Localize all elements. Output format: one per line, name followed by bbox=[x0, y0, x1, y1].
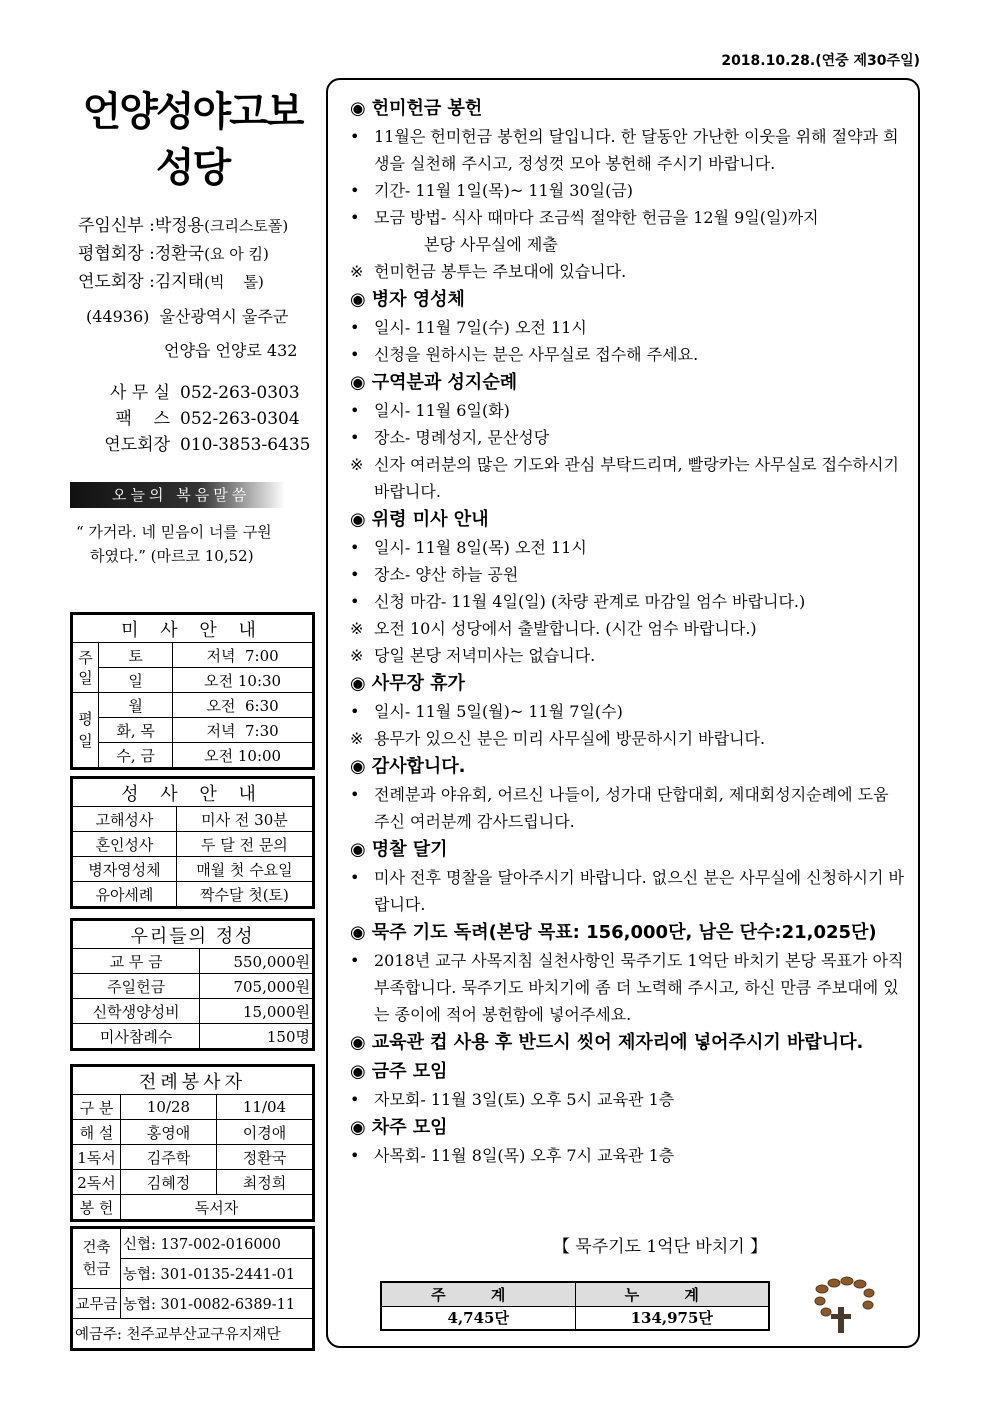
server-name: 이경애 bbox=[217, 1120, 313, 1145]
item-bullet: • bbox=[350, 127, 360, 146]
bullet-icon: ◉ bbox=[350, 509, 366, 530]
notice-item bbox=[350, 341, 904, 368]
mass-time: 오전 10:30 bbox=[173, 668, 313, 693]
staff-label: 평협회장 bbox=[78, 244, 144, 264]
notice-item bbox=[350, 204, 904, 231]
notice-heading bbox=[350, 94, 904, 123]
notice-heading bbox=[350, 669, 904, 698]
item-bullet: ※ bbox=[350, 646, 364, 665]
account-holder: 예금주: 천주교부산교구유지재단 bbox=[73, 1319, 313, 1349]
item-text: 일시- 11월 5일(월)~ 11월 7일(수) bbox=[374, 702, 623, 721]
item-bullet: • bbox=[350, 951, 360, 970]
notice-heading-text: 금주 모임 bbox=[371, 1061, 448, 1082]
notice-item bbox=[350, 1142, 904, 1169]
item-text: 오전 10시 성당에서 출발합니다. (시간 엄수 바랍니다.) bbox=[374, 619, 757, 638]
sacrament-name: 병자영성체 bbox=[73, 857, 177, 882]
weekday-label: 평일 bbox=[73, 693, 99, 768]
rosary-head: 누 계 bbox=[575, 1282, 769, 1306]
building-label: 헌금 bbox=[82, 1261, 111, 1278]
offering-name: 주일헌금 bbox=[73, 974, 200, 999]
item-text: 용무가 있으신 분은 미리 사무실에 방문하시기 바랍니다. bbox=[374, 729, 766, 748]
server-name: 김주학 bbox=[121, 1145, 217, 1170]
offerings-title: 우리들의 정성 bbox=[73, 921, 313, 949]
notice-item bbox=[350, 231, 904, 258]
item-bullet: • bbox=[350, 785, 360, 804]
item-bullet: • bbox=[350, 1090, 360, 1109]
item-text: 장소- 명례성지, 문산성당 bbox=[374, 428, 550, 447]
servers-head: 구 분 bbox=[73, 1095, 121, 1120]
notice-heading bbox=[350, 1113, 904, 1142]
notice-item bbox=[350, 534, 904, 561]
item-bullet: • bbox=[350, 1146, 360, 1165]
notice-heading-text: 감사합니다. bbox=[371, 756, 466, 777]
server-name: 김혜정 bbox=[121, 1170, 217, 1195]
server-name: 독서자 bbox=[121, 1195, 313, 1220]
notice-item bbox=[350, 615, 904, 642]
gospel-line: 하였다.” (마르코 10,52) bbox=[90, 547, 254, 565]
item-bullet: ※ bbox=[350, 262, 364, 281]
item-bullet: ※ bbox=[350, 619, 364, 638]
staff-item bbox=[78, 240, 315, 268]
staff-name: :김지태 bbox=[149, 272, 205, 292]
rosary-head: 주 계 bbox=[381, 1282, 575, 1306]
offering-amount: 550,000원 bbox=[200, 949, 313, 974]
item-bullet: • bbox=[350, 318, 360, 337]
address-line2: 언양읍 언양로 432 bbox=[164, 341, 298, 360]
offerings-table bbox=[70, 918, 315, 1051]
sacrament-info: 두 달 전 문의 bbox=[176, 832, 312, 857]
left-column bbox=[70, 80, 315, 568]
notices-panel bbox=[326, 78, 920, 1348]
mass-day: 일 bbox=[99, 668, 173, 693]
notice-heading bbox=[350, 1028, 904, 1057]
notice-list bbox=[350, 94, 904, 1169]
sacrament-info: 짝수달 첫(토) bbox=[176, 882, 312, 907]
rosary-section bbox=[380, 1232, 900, 1341]
mass-day: 월 bbox=[99, 693, 173, 718]
notice-heading-text: 교육관 컵 사용 후 반드시 씻어 제자리에 넣어주시기 바랍니다. bbox=[371, 1032, 864, 1053]
notice-item bbox=[350, 1086, 904, 1113]
offering-name: 신학생양성비 bbox=[73, 999, 200, 1024]
rosary-total: 134,975단 bbox=[575, 1306, 769, 1330]
item-text: 신청을 원하시는 분은 사무실로 접수해 주세요. bbox=[374, 345, 699, 364]
sacrament-name: 혼인성사 bbox=[73, 832, 177, 857]
notice-heading-text: 차주 모임 bbox=[371, 1117, 448, 1138]
server-role: 해 설 bbox=[73, 1120, 121, 1145]
notice-item bbox=[350, 314, 904, 341]
sacrament-name: 고해성사 bbox=[73, 807, 177, 832]
mass-schedule-table bbox=[70, 612, 315, 770]
mass-day: 화, 목 bbox=[99, 718, 173, 743]
masthead bbox=[70, 84, 315, 196]
bullet-icon: ◉ bbox=[350, 289, 366, 310]
servers-title: 전례봉사자 bbox=[73, 1067, 313, 1095]
phone-value: 052-263-0304 bbox=[180, 409, 300, 429]
item-bullet: • bbox=[350, 868, 360, 887]
notice-heading-text: 묵주 기도 독려(본당 목표: 156,000단, 남은 단수:21,025단) bbox=[371, 922, 877, 943]
item-text: 11월은 헌미헌금 봉헌의 달입니다. 한 달동안 가난한 이웃을 위해 절약과 희생을 실천해 주시고, 정성껏 모아 봉헌해 주시기 바랍니다. bbox=[374, 127, 899, 173]
phone-label: 사 무 실 bbox=[109, 383, 170, 403]
item-bullet: ※ bbox=[350, 729, 364, 748]
item-text: 모금 방법- 식사 때마다 조금씩 절약한 헌금을 12월 9일(일)까지 bbox=[374, 208, 819, 227]
address bbox=[70, 300, 315, 368]
bullet-icon: ◉ bbox=[350, 1032, 366, 1053]
masthead-line2: 성당 bbox=[155, 145, 230, 191]
item-text: 헌미헌금 봉투는 주보대에 있습니다. bbox=[374, 262, 627, 281]
item-bullet: • bbox=[350, 345, 360, 364]
building-label: 건축 bbox=[82, 1239, 111, 1256]
bullet-icon: ◉ bbox=[350, 1117, 366, 1138]
servers-table bbox=[70, 1064, 315, 1222]
mass-time: 저녁 7:00 bbox=[173, 643, 313, 668]
item-text: 자모회- 11월 3일(토) 오후 5시 교육관 1층 bbox=[374, 1090, 675, 1109]
rosary-title: 【 묵주기도 1억단 바치기 】 bbox=[552, 1237, 768, 1257]
item-bullet: ※ bbox=[350, 455, 364, 474]
notice-heading bbox=[350, 368, 904, 397]
staff-label: 주임신부 bbox=[78, 216, 144, 236]
offering-name: 교 무 금 bbox=[73, 949, 200, 974]
bullet-icon: ◉ bbox=[350, 922, 366, 943]
notice-heading-text: 사무장 휴가 bbox=[371, 673, 465, 694]
notice-heading-text: 구역분과 성지순례 bbox=[371, 372, 518, 393]
staff-extra: (빅 톨) bbox=[204, 273, 264, 291]
server-name: 홍영애 bbox=[121, 1120, 217, 1145]
mass-time: 오전 10:00 bbox=[173, 743, 313, 768]
item-text: 신청 마감- 11월 4일(일) (차량 관계로 마감일 엄수 바랍니다.) bbox=[374, 592, 806, 611]
masthead-line1: 언양성야고보 bbox=[82, 89, 303, 135]
notice-heading bbox=[350, 505, 904, 534]
phone-row bbox=[70, 432, 315, 458]
tithe-label: 교무금 bbox=[73, 1289, 121, 1319]
item-bullet: • bbox=[350, 401, 360, 420]
notice-item bbox=[350, 947, 904, 1028]
rosary-table bbox=[380, 1281, 770, 1331]
sacrament-info: 매월 첫 수요일 bbox=[176, 857, 312, 882]
mass-time: 오전 6:30 bbox=[173, 693, 313, 718]
bullet-icon: ◉ bbox=[350, 1061, 366, 1082]
item-bullet: • bbox=[350, 538, 360, 557]
staff-label: 연도회장 bbox=[78, 272, 144, 292]
gospel-title: 오늘의 복음말씀 bbox=[70, 482, 285, 508]
item-bullet: • bbox=[350, 208, 360, 227]
server-role: 2독서 bbox=[73, 1170, 121, 1195]
sacrament-table bbox=[70, 776, 315, 909]
server-name: 최정희 bbox=[217, 1170, 313, 1195]
sacrament-info: 미사 전 30분 bbox=[176, 807, 312, 832]
item-text: 기간- 11월 1일(목)~ 11월 30일(금) bbox=[374, 181, 634, 200]
notice-heading-text: 위령 미사 안내 bbox=[371, 509, 489, 530]
offering-amount: 705,000원 bbox=[200, 974, 313, 999]
staff-name: :정환국 bbox=[149, 244, 205, 264]
issue-date: 2018.10.28.(연중 제30주일) bbox=[721, 53, 920, 69]
item-bullet: • bbox=[350, 702, 360, 721]
staff-item bbox=[78, 268, 315, 296]
item-bullet: • bbox=[350, 565, 360, 584]
offering-amount: 15,000원 bbox=[200, 999, 313, 1024]
staff-list bbox=[70, 212, 315, 296]
account-number: 신협: 137-002-016000 bbox=[121, 1229, 313, 1259]
phone-list bbox=[70, 380, 315, 458]
gospel-line: “ 가거라. 네 믿음이 너를 구원 bbox=[76, 523, 272, 541]
gospel-text bbox=[70, 520, 315, 568]
notice-item bbox=[350, 123, 904, 177]
item-text: 장소- 양산 하늘 공원 bbox=[374, 565, 519, 584]
staff-name: :박정용 bbox=[149, 216, 205, 236]
item-text: 본당 사무실에 제출 bbox=[424, 235, 558, 254]
notice-item bbox=[350, 258, 904, 285]
item-text: 당일 본당 저녁미사는 없습니다. bbox=[374, 646, 596, 665]
account-number: 농협: 301-0135-2441-01 bbox=[121, 1259, 313, 1289]
item-text: 미사 전후 명찰을 달아주시기 바랍니다. 없으신 분은 사무실에 신청하시기 바랍니다. bbox=[374, 868, 904, 914]
notice-item bbox=[350, 451, 904, 505]
phone-value: 052-263-0303 bbox=[180, 383, 300, 403]
mass-day: 토 bbox=[99, 643, 173, 668]
notice-item bbox=[350, 642, 904, 669]
servers-head: 11/04 bbox=[217, 1095, 313, 1120]
notice-heading bbox=[350, 752, 904, 781]
notice-heading bbox=[350, 918, 904, 947]
staff-extra: (요 아 킴) bbox=[204, 245, 269, 263]
notice-item bbox=[350, 177, 904, 204]
accounts-table bbox=[70, 1226, 315, 1351]
notice-item bbox=[350, 397, 904, 424]
phone-label: 팩 스 bbox=[115, 409, 170, 429]
sacrament-title: 성 사 안 내 bbox=[73, 779, 313, 807]
item-bullet: • bbox=[350, 428, 360, 447]
item-text: 일시- 11월 8일(목) 오전 11시 bbox=[374, 538, 587, 557]
item-text: 일시- 11월 7일(수) 오전 11시 bbox=[374, 318, 587, 337]
mass-time: 저녁 7:30 bbox=[173, 718, 313, 743]
sunday-label: 주일 bbox=[73, 643, 99, 693]
notice-item bbox=[350, 424, 904, 451]
phone-value: 010-3853-6435 bbox=[180, 435, 311, 455]
notice-heading bbox=[350, 285, 904, 314]
staff-extra: (크리스토폴) bbox=[204, 217, 289, 235]
notice-item bbox=[350, 561, 904, 588]
item-text: 전례분과 야유회, 어르신 나들이, 성가대 단합대회, 제대회성지순례에 도움 주신 여러분께 감사드립니다. bbox=[374, 785, 889, 831]
address-line1: (44936) 울산광역시 울주군 bbox=[86, 307, 289, 326]
phone-row bbox=[70, 380, 315, 406]
server-role: 봉 헌 bbox=[73, 1195, 121, 1220]
notice-item bbox=[350, 781, 904, 835]
bullet-icon: ◉ bbox=[350, 98, 366, 119]
phone-label: 연도회장 bbox=[104, 435, 170, 455]
server-role: 1독서 bbox=[73, 1145, 121, 1170]
notice-item bbox=[350, 698, 904, 725]
notice-heading bbox=[350, 835, 904, 864]
notice-heading-text: 병자 영성체 bbox=[371, 289, 465, 310]
servers-head: 10/28 bbox=[121, 1095, 217, 1120]
item-bullet: • bbox=[350, 592, 360, 611]
mass-title: 미 사 안 내 bbox=[73, 615, 313, 643]
bullet-icon: ◉ bbox=[350, 673, 366, 694]
notice-heading-text: 헌미헌금 봉헌 bbox=[371, 98, 483, 119]
bullet-icon: ◉ bbox=[350, 756, 366, 777]
sacrament-name: 유아세례 bbox=[73, 882, 177, 907]
account-number: 농협: 301-0082-6389-11 bbox=[121, 1289, 313, 1319]
item-bullet: • bbox=[350, 181, 360, 200]
offering-name: 미사참례수 bbox=[73, 1024, 200, 1049]
server-name: 정환국 bbox=[217, 1145, 313, 1170]
notice-item bbox=[350, 725, 904, 752]
offering-amount: 150명 bbox=[200, 1024, 313, 1049]
phone-row bbox=[70, 406, 315, 432]
notice-item bbox=[350, 864, 904, 918]
mass-day: 수, 금 bbox=[99, 743, 173, 768]
notice-item bbox=[350, 588, 904, 615]
item-text: 사목회- 11월 8일(목) 오후 7시 교육관 1층 bbox=[374, 1146, 675, 1165]
notice-heading bbox=[350, 1057, 904, 1086]
item-text: 신자 여러분의 많은 기도와 관심 부탁드리며, 빨랑카는 사무실로 접수하시기 바랍니다. bbox=[374, 455, 899, 501]
bullet-icon: ◉ bbox=[350, 372, 366, 393]
staff-item bbox=[78, 212, 315, 240]
item-text: 2018년 교구 사목지침 실천사항인 묵주기도 1억단 바치기 본당 목표가 아직 부족합니다. 묵주기도 바치기에 좀 더 노력해 주시고, 하신 만큼 주보대에 있는 종이에 적어 봉헌함에 넣어주세요. bbox=[374, 951, 904, 1024]
notice-heading-text: 명찰 달기 bbox=[371, 839, 448, 860]
bullet-icon: ◉ bbox=[350, 839, 366, 860]
rosary-weekly: 4,745단 bbox=[381, 1306, 575, 1330]
item-text: 일시- 11월 6일(화) bbox=[374, 401, 510, 420]
rosary-icon bbox=[810, 1271, 880, 1341]
